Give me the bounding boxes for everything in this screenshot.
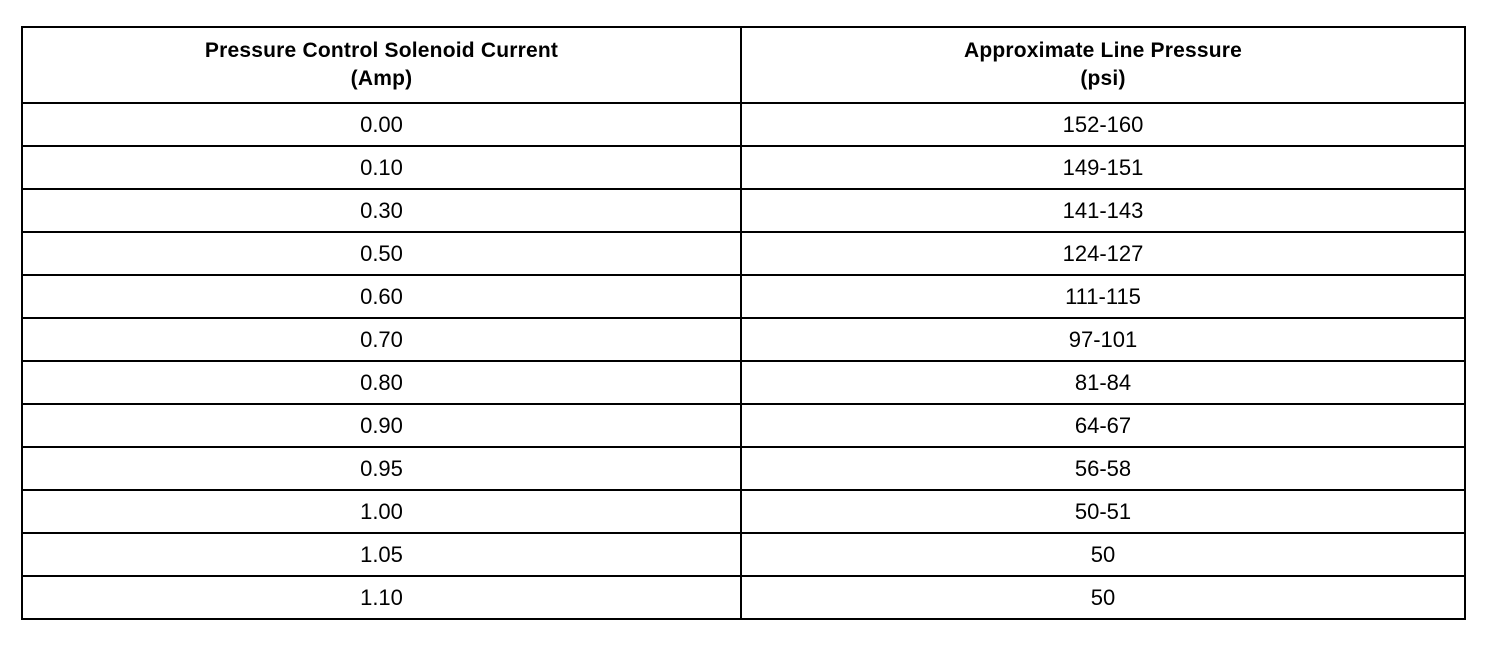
current-cell: 0.70 <box>22 318 741 361</box>
pressure-cell: 81-84 <box>741 361 1465 404</box>
pressure-cell: 56-58 <box>741 447 1465 490</box>
table-body <box>22 103 1465 619</box>
current-cell: 0.90 <box>22 404 741 447</box>
pressure-cell: 64-67 <box>741 404 1465 447</box>
pressure-table <box>21 26 1466 620</box>
current-cell: 1.10 <box>22 576 741 619</box>
current-cell: 0.60 <box>22 275 741 318</box>
pressure-cell: 152-160 <box>741 103 1465 146</box>
table-row <box>22 447 1465 490</box>
table-row <box>22 361 1465 404</box>
pressure-cell: 141-143 <box>741 189 1465 232</box>
table-row <box>22 146 1465 189</box>
table-row <box>22 404 1465 447</box>
pressure-cell: 149-151 <box>741 146 1465 189</box>
pressure-cell: 124-127 <box>741 232 1465 275</box>
current-cell: 0.95 <box>22 447 741 490</box>
pressure-cell: 97-101 <box>741 318 1465 361</box>
table-row <box>22 232 1465 275</box>
current-cell: 1.05 <box>22 533 741 576</box>
pressure-cell: 111-115 <box>741 275 1465 318</box>
header-row <box>22 27 1465 103</box>
current-cell: 0.50 <box>22 232 741 275</box>
column-header-current-title: Pressure Control Solenoid Current <box>204 39 559 62</box>
current-cell: 0.10 <box>22 146 741 189</box>
column-header-current-unit: (Amp) <box>350 67 413 90</box>
pressure-cell: 50 <box>741 576 1465 619</box>
table-row <box>22 189 1465 232</box>
table-row <box>22 275 1465 318</box>
pressure-cell: 50 <box>741 533 1465 576</box>
table-row <box>22 490 1465 533</box>
table-row <box>22 103 1465 146</box>
table-row <box>22 533 1465 576</box>
current-cell: 0.00 <box>22 103 741 146</box>
table-row <box>22 576 1465 619</box>
current-cell: 0.30 <box>22 189 741 232</box>
column-header-current <box>22 27 741 103</box>
column-header-pressure-unit: (psi) <box>1080 67 1126 90</box>
column-header-pressure <box>741 27 1465 103</box>
table-header <box>22 27 1465 103</box>
current-cell: 1.00 <box>22 490 741 533</box>
current-cell: 0.80 <box>22 361 741 404</box>
column-header-pressure-title: Approximate Line Pressure <box>963 39 1243 62</box>
table-row <box>22 318 1465 361</box>
pressure-cell: 50-51 <box>741 490 1465 533</box>
